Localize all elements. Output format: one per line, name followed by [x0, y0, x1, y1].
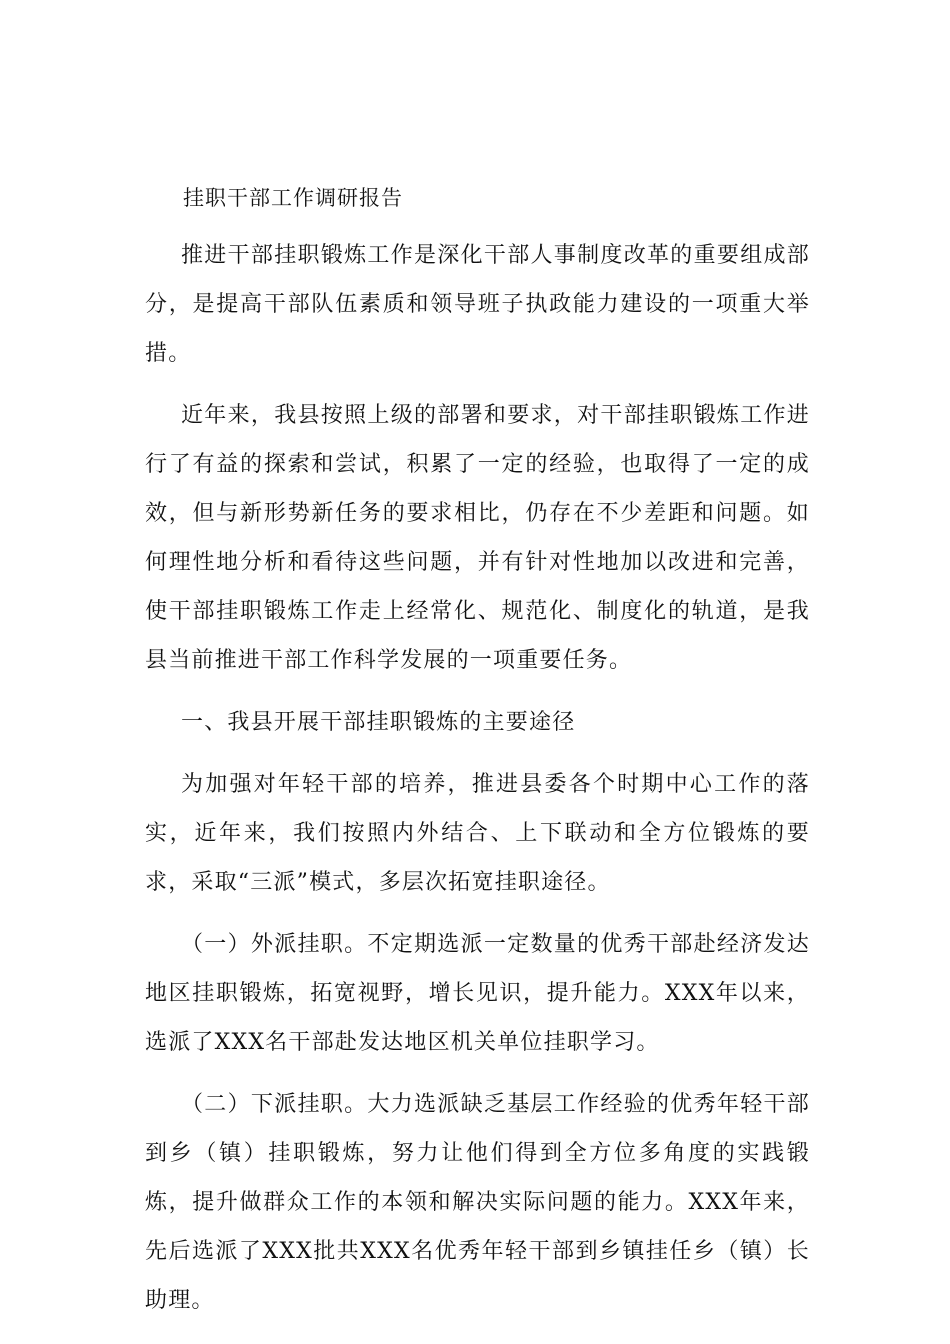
paragraph-intro: 推进干部挂职锻炼工作是深化干部人事制度改革的重要组成部分，是提高干部队伍素质和领导班子执政能力建设的一项重大举措。 — [145, 243, 810, 366]
paragraph-background: 近年来，我县按照上级的部署和要求，对干部挂职锻炼工作进行了有益的探索和尝试，积累了一定的经验，也取得了一定的成效，但与新形势新任务的要求相比，仍存在不少差距和问题。如何理性地分析和看待这些问题，并有针对性地加以改进和完善，使干部挂职锻炼工作走上经常化、规范化、制度化的轨道，是我县当前推进干部工作科学发展的一项重要任务。 — [145, 403, 810, 673]
document-body — [145, 183, 810, 1338]
paragraph-external-posting: （一）外派挂职。不定期选派一定数量的优秀干部赴经济发达地区挂职锻炼，拓宽视野，增长见识，提升能力。XXX年以来，选派了XXX名干部赴发达地区机关单位挂职学习。 — [145, 932, 810, 1055]
document-title: 挂职干部工作调研报告 — [183, 186, 403, 210]
paragraph-grassroots-posting: （二）下派挂职。大力选派缺乏基层工作经验的优秀年轻干部到乡（镇）挂职锻炼，努力让他们得到全方位多角度的实践锻炼，提升做群众工作的本领和解决实际问题的能力。XXX年来，先后选派了XXX批共XXX名优秀年轻干部到乡镇挂任乡（镇）长助理。 — [145, 1092, 810, 1313]
section-heading-1: 一、我县开展干部挂职锻炼的主要途径 — [181, 710, 576, 735]
paragraph-approach: 为加强对年轻干部的培养，推进县委各个时期中心工作的落实，近年来，我们按照内外结合、上下联动和全方位锻炼的要求，采取“三派”模式，多层次拓宽挂职途径。 — [145, 772, 810, 895]
